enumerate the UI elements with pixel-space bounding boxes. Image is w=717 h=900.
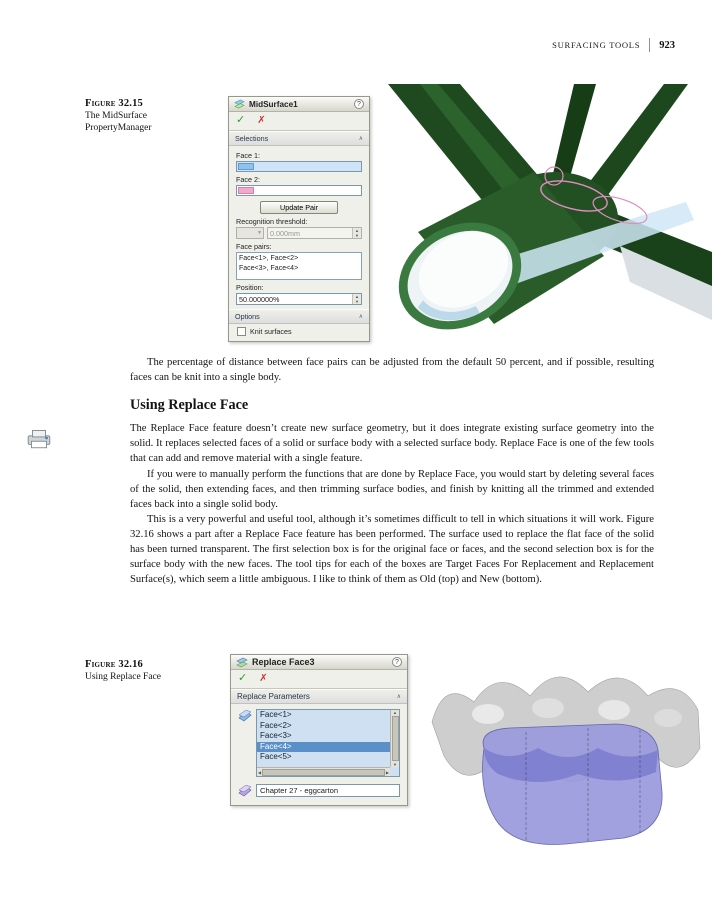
horizontal-scrollbar[interactable] xyxy=(257,767,390,776)
selections-group-label: Selections xyxy=(235,134,269,143)
update-pair-button[interactable]: Update Pair xyxy=(260,201,338,214)
vertical-scrollbar[interactable] xyxy=(390,710,399,767)
spin-down-icon[interactable]: ▼ xyxy=(353,233,361,238)
collapse-chevron-icon: ∧ xyxy=(358,314,363,320)
cancel-button[interactable]: ✗ xyxy=(257,115,266,126)
face2-label: Face 2: xyxy=(236,175,260,184)
spin-up-icon[interactable]: ▲ xyxy=(353,228,361,233)
knit-surfaces-checkbox[interactable] xyxy=(237,327,246,336)
face-pairs-listbox[interactable] xyxy=(236,252,362,280)
selections-group-header[interactable] xyxy=(229,131,369,146)
panel-title: MidSurface1 xyxy=(249,99,298,109)
face-list-item[interactable]: Face<3> xyxy=(260,731,292,740)
recognition-spin-arrows xyxy=(352,228,361,238)
confirm-bar xyxy=(231,670,407,689)
scroll-down-icon[interactable]: ▼ xyxy=(393,762,397,767)
face-list-item[interactable]: Face<2> xyxy=(260,720,292,730)
chapter-title: SURFACING TOOLS xyxy=(552,40,641,50)
recognition-threshold-row xyxy=(236,227,362,239)
options-group-label: Options xyxy=(235,312,260,321)
face1-selection-chip xyxy=(238,163,254,170)
scroll-left-icon[interactable]: ◀ xyxy=(258,769,262,775)
midsurface-model-image xyxy=(368,84,712,346)
face-list-item[interactable]: Face<1> xyxy=(260,710,292,719)
figure-16-caption-text: Using Replace Face xyxy=(85,672,161,682)
figure-15-caption xyxy=(85,98,190,134)
ok-button[interactable]: ✓ xyxy=(236,114,246,126)
selections-section xyxy=(229,146,369,309)
page-number: 923 xyxy=(659,39,675,51)
replace-face-model-image xyxy=(418,652,708,870)
help-icon[interactable]: ? xyxy=(354,99,364,109)
running-head xyxy=(552,38,675,52)
replace-face-propertymanager xyxy=(230,654,408,806)
cancel-button[interactable]: ✗ xyxy=(259,673,268,684)
scroll-right-icon[interactable]: ▶ xyxy=(385,769,389,775)
knit-surfaces-row xyxy=(229,324,369,341)
face-pair-item[interactable]: Face<1>, Face<2> xyxy=(239,255,299,262)
knit-surfaces-label: Knit surfaces xyxy=(250,327,292,336)
face1-label: Face 1: xyxy=(236,151,260,160)
collapse-chevron-icon: ∧ xyxy=(358,136,363,142)
figure-16-label: Figure 32.16 xyxy=(85,659,144,670)
position-value: 50.000000% xyxy=(239,294,280,304)
recognition-threshold-value: 0.000mm xyxy=(270,228,300,238)
replacement-surface-icon xyxy=(238,785,252,797)
panel-title: Replace Face3 xyxy=(252,657,315,667)
position-label: Position: xyxy=(236,283,264,292)
help-icon[interactable]: ? xyxy=(392,657,402,667)
margin-feature-icon xyxy=(26,427,52,449)
section-heading: Using Replace Face xyxy=(130,397,249,414)
midsurface-titlebar xyxy=(229,97,369,112)
face2-selection-chip xyxy=(238,187,254,194)
confirm-bar xyxy=(229,112,369,131)
scrollbar-thumb[interactable] xyxy=(392,716,399,761)
position-spinner[interactable] xyxy=(236,293,362,305)
recognition-threshold-spinner[interactable] xyxy=(267,227,362,239)
face-pair-item[interactable]: Face<3>, Face<4> xyxy=(239,264,299,272)
figure-16-caption xyxy=(85,659,195,683)
face-list-item-selected[interactable]: Face<4> xyxy=(257,742,390,753)
spin-down-icon[interactable]: ▼ xyxy=(353,299,361,304)
target-faces-listbox[interactable] xyxy=(256,709,400,777)
replacement-surface-box[interactable] xyxy=(256,784,400,797)
spin-up-icon[interactable]: ▲ xyxy=(353,294,361,299)
midsurface-feature-icon xyxy=(234,99,245,110)
face2-selection-box[interactable] xyxy=(236,185,362,196)
paragraph: If you were to manually perform the functions that are done by Replace Face, you would start by deleting several faces of the solid, then extending faces, and then trimming surface bodies, and finish by knitting all the trimmed and extended faces back into a single solid body. xyxy=(130,468,654,510)
running-head-divider xyxy=(649,38,650,52)
replace-face-titlebar xyxy=(231,655,407,670)
replace-parameters-group-header[interactable] xyxy=(231,689,407,704)
replacement-surface-row xyxy=(231,779,407,805)
recognition-threshold-label: Recognition threshold: xyxy=(236,217,308,226)
body-text-column xyxy=(130,355,654,587)
target-faces-row xyxy=(231,704,407,779)
face1-selection-box[interactable] xyxy=(236,161,362,172)
target-faces-icon xyxy=(238,710,252,722)
scrollbar-thumb[interactable] xyxy=(262,769,385,776)
recognition-unit-dropdown[interactable]: ▼ xyxy=(236,227,264,239)
ok-button[interactable]: ✓ xyxy=(238,672,248,684)
midsurface-propertymanager xyxy=(228,96,370,342)
paragraph: This is a very powerful and useful tool, although it’s sometimes difficult to tell in which situations it will work. Figure 32.16 shows a part after a Replace Face feature has been performed. The surface used to replace the flat face of the solid has been turned transparent. The first selection box is for the original face or faces, and the second selection box is for the surface body with the new faces. The tool tips for each of the boxes are Target Faces For Replacement and Replacement Surface(s), which seem a little ambiguous. I like to think of them as Old (top) and New (bottom). xyxy=(130,513,654,586)
options-group-header[interactable] xyxy=(229,309,369,324)
face-pairs-label: Face pairs: xyxy=(236,242,272,251)
replace-face-feature-icon xyxy=(236,656,248,668)
position-spin-arrows xyxy=(352,294,361,304)
figure-15-label: Figure 32.15 xyxy=(85,98,144,109)
scroll-up-icon[interactable]: ▲ xyxy=(393,710,397,715)
face-list-item[interactable]: Face<5> xyxy=(260,752,292,761)
collapse-chevron-icon: ∧ xyxy=(396,694,401,700)
replace-parameters-label: Replace Parameters xyxy=(237,692,310,701)
paragraph: The Replace Face feature doesn’t create new surface geometry, but it does integrate existing surface geometry into the solid. It replaces selected faces of a solid or surface body with a selected surface body. Replace Face is one of the few tools that can add and remove material with a single feature. xyxy=(130,423,654,465)
replacement-surface-value: Chapter 27 - eggcarton xyxy=(260,786,339,795)
paragraph: The percentage of distance between face pairs can be adjusted from the default 50 percent, and if possible, resulting faces can be knit into a single body. xyxy=(130,357,654,384)
figure-15-caption-text: The MidSurface PropertyManager xyxy=(85,111,152,133)
